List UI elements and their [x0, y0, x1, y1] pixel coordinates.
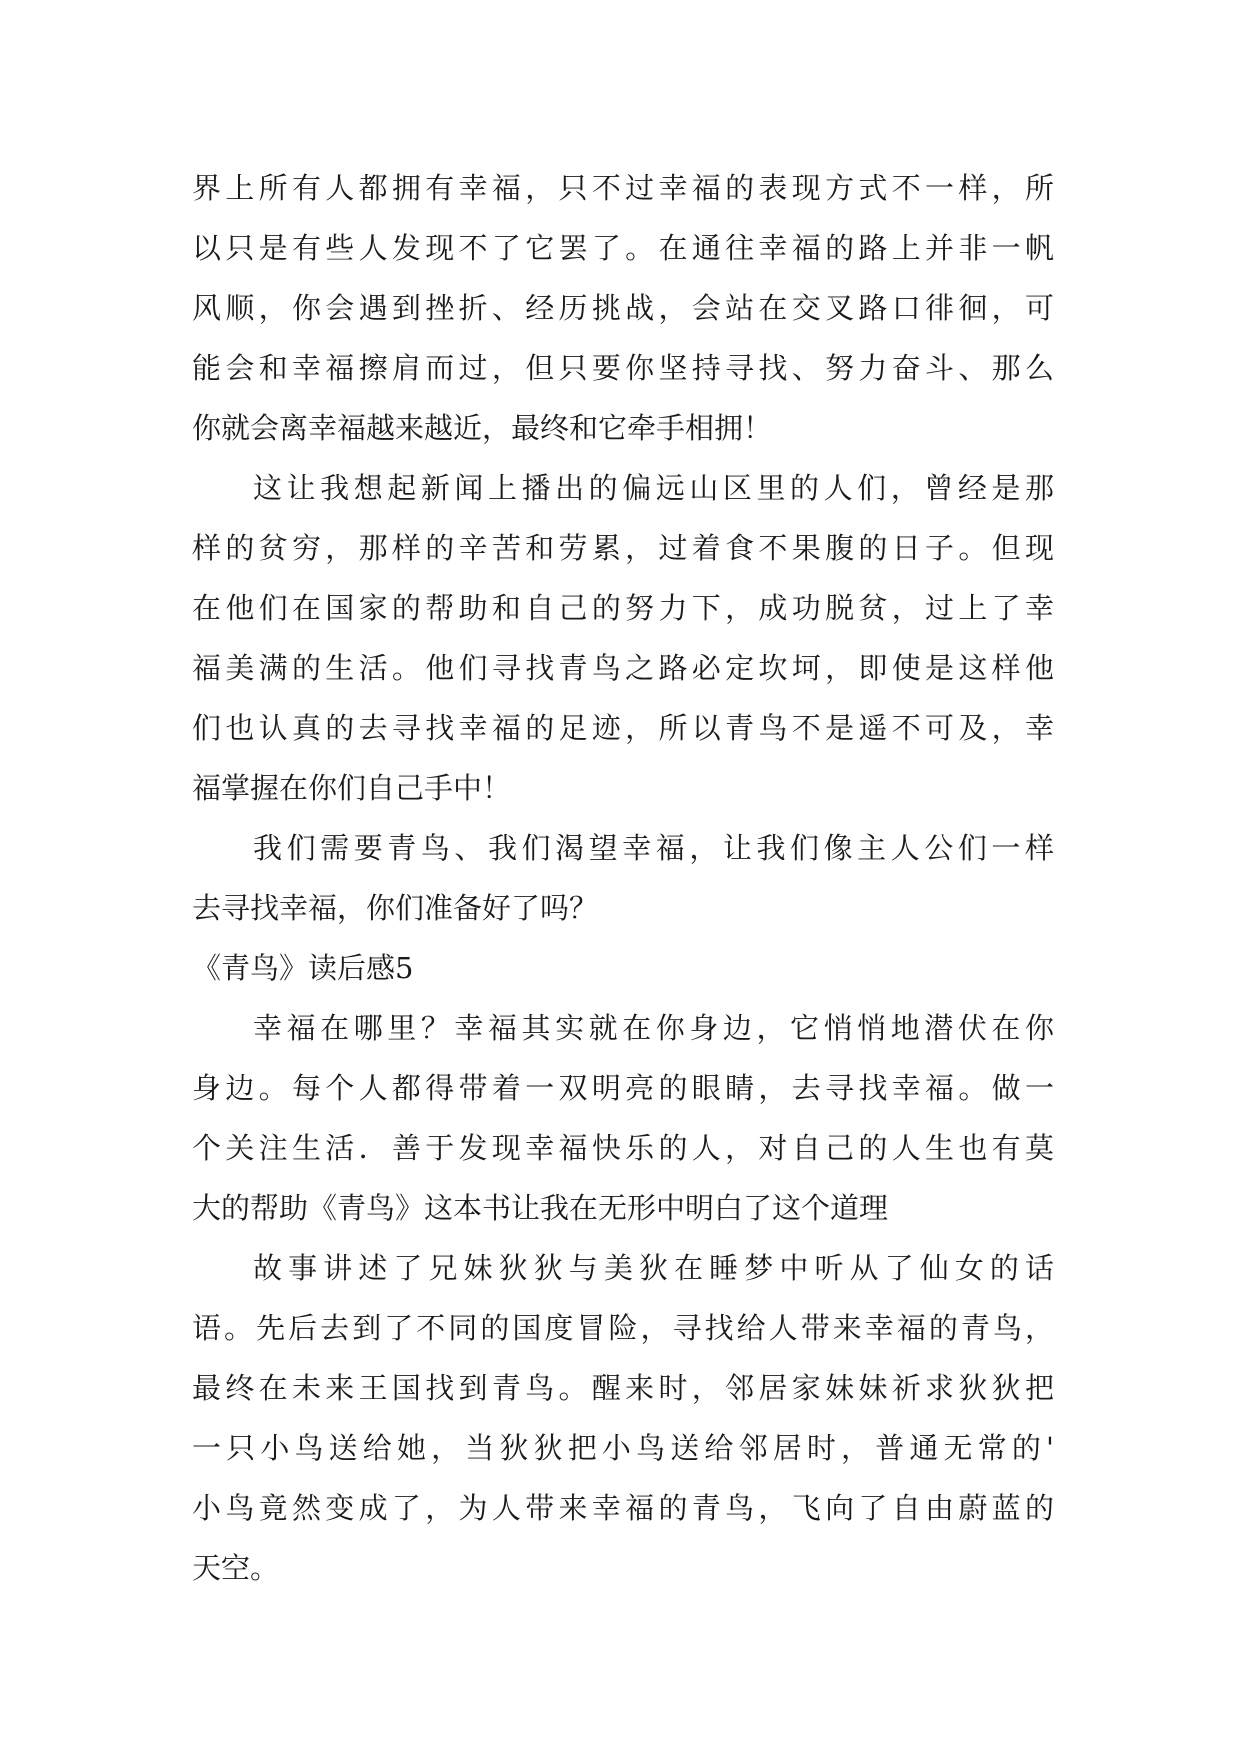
text-line: 幸福在哪里？幸福其实就在你身边，它悄悄地潜伏在你 [253, 1011, 1054, 1045]
text-line: 你就会离幸福越来越近，最终和它牵手相拥！ [192, 411, 773, 445]
text-line: 以只是有些人发现不了它罢了。在通往幸福的路上并非一帆 [192, 231, 1054, 265]
text-line: 在他们在国家的帮助和自己的努力下，成功脱贫，过上了幸 [192, 591, 1054, 625]
text-line: 语。先后去到了不同的国度冒险，寻找给人带来幸福的青鸟， [192, 1311, 1054, 1345]
text-line: 我们需要青鸟、我们渴望幸福，让我们像主人公们一样 [253, 831, 1054, 865]
text-line: 大的帮助《青鸟》这本书让我在无形中明白了这个道理 [192, 1191, 889, 1225]
paragraph [192, 818, 1054, 938]
text-line: 这让我想起新闻上播出的偏远山区里的人们，曾经是那 [253, 471, 1054, 505]
document-body [192, 158, 1054, 1598]
text-line: 去寻找幸福，你们准备好了吗？ [192, 891, 599, 925]
text-line: 样的贫穷，那样的辛苦和劳累，过着食不果腹的日子。但现 [192, 531, 1054, 565]
paragraph [192, 998, 1054, 1238]
text-line: 福掌握在你们自己手中！ [192, 771, 512, 805]
text-line: 故事讲述了兄妹狄狄与美狄在睡梦中听从了仙女的话 [253, 1251, 1054, 1285]
text-line: 小鸟竟然变成了，为人带来幸福的青鸟，飞向了自由蔚蓝的 [192, 1491, 1054, 1525]
text-line: 天空。 [192, 1551, 280, 1585]
text-line: 个关注生活．善于发现幸福快乐的人，对自己的人生也有莫 [192, 1131, 1054, 1165]
paragraph-continuation [192, 158, 1054, 458]
section-heading [192, 938, 1054, 998]
paragraph [192, 458, 1054, 818]
heading-text: 《青鸟》读后感5 [192, 951, 414, 985]
text-line: 一只小鸟送给她，当狄狄把小鸟送给邻居时，普通无常的' [192, 1431, 1054, 1465]
text-line: 风顺，你会遇到挫折、经历挑战，会站在交叉路口徘徊，可 [192, 291, 1054, 325]
paragraph [192, 1238, 1054, 1598]
text-line: 最终在未来王国找到青鸟。醒来时，邻居家妹妹祈求狄狄把 [192, 1371, 1054, 1405]
text-line: 们也认真的去寻找幸福的足迹，所以青鸟不是遥不可及，幸 [192, 711, 1054, 745]
text-line: 界上所有人都拥有幸福，只不过幸福的表现方式不一样，所 [192, 171, 1054, 205]
text-line: 福美满的生活。他们寻找青鸟之路必定坎坷，即使是这样他 [192, 651, 1054, 685]
text-line: 身边。每个人都得带着一双明亮的眼睛，去寻找幸福。做一 [192, 1071, 1054, 1105]
text-line: 能会和幸福擦肩而过，但只要你坚持寻找、努力奋斗、那么 [192, 351, 1054, 385]
